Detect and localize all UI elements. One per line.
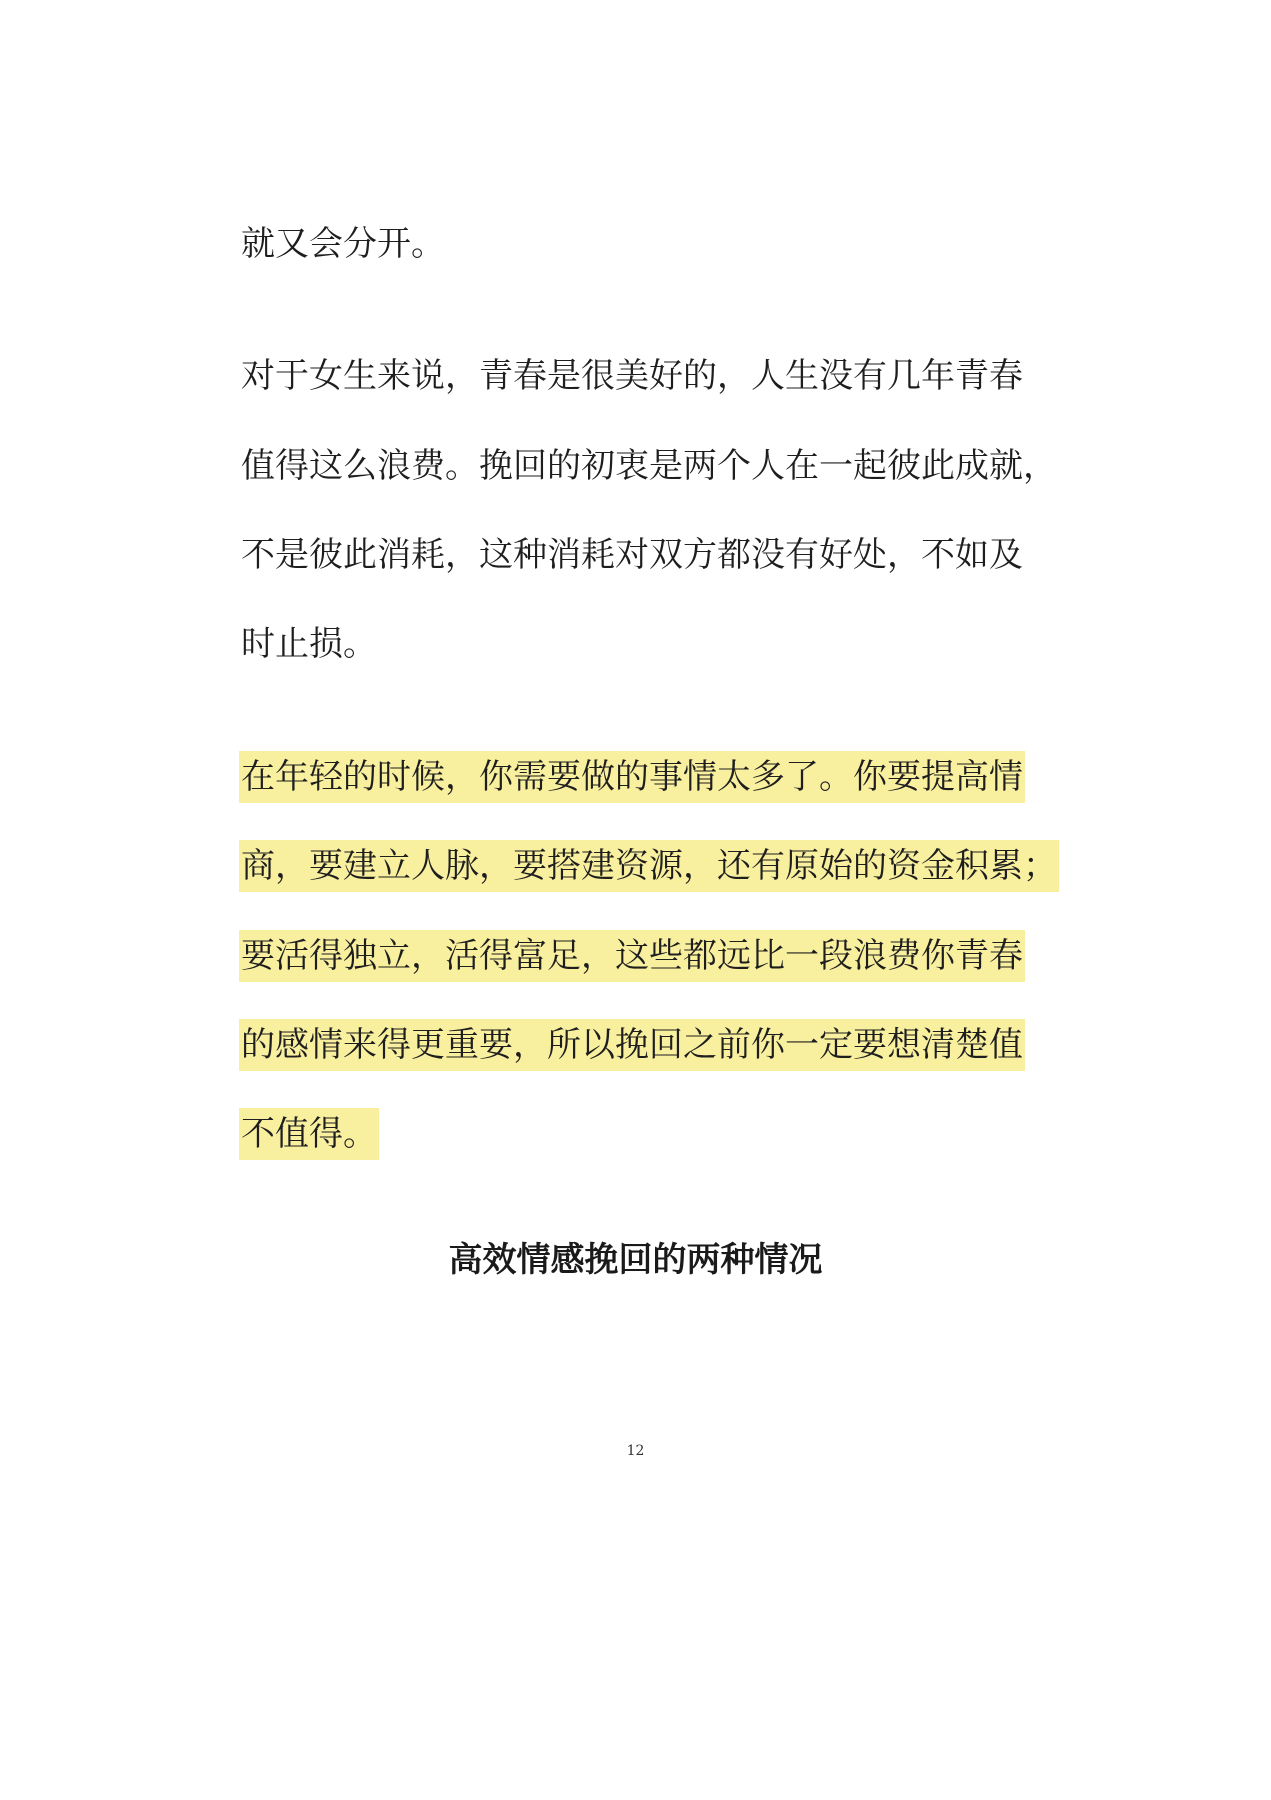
highlight-span: 要活得独立，活得富足，这些都远比一段浪费你青春 [239, 930, 1025, 982]
highlighted-paragraph-line-3 [241, 934, 1025, 978]
highlighted-paragraph-line-2 [241, 844, 1059, 888]
paragraph-2-line-3: 不是彼此消耗，这种消耗对双方都没有好处，不如及 [241, 535, 1023, 575]
highlighted-paragraph-line-4 [241, 1023, 1025, 1067]
paragraph-2-line-1: 对于女生来说，青春是很美好的，人生没有几年青春 [241, 356, 1023, 396]
section-heading: 高效情感挽回的两种情况 [448, 1240, 823, 1280]
paragraph-1-line-1: 就又会分开。 [241, 224, 445, 264]
highlight-span: 商，要建立人脉，要搭建资源，还有原始的资金积累； [239, 840, 1059, 892]
highlight-span: 不值得。 [239, 1108, 379, 1160]
highlight-span: 在年轻的时候，你需要做的事情太多了。你要提高情 [239, 751, 1025, 803]
paragraph-2-line-2: 值得这么浪费。挽回的初衷是两个人在一起彼此成就， [241, 446, 1057, 486]
highlight-span: 的感情来得更重要，所以挽回之前你一定要想清楚值 [239, 1019, 1025, 1071]
paragraph-2-line-4: 时止损。 [241, 624, 377, 664]
highlighted-paragraph-line-5 [241, 1112, 379, 1156]
highlighted-paragraph-line-1 [241, 755, 1025, 799]
page-number: 12 [626, 1443, 645, 1459]
